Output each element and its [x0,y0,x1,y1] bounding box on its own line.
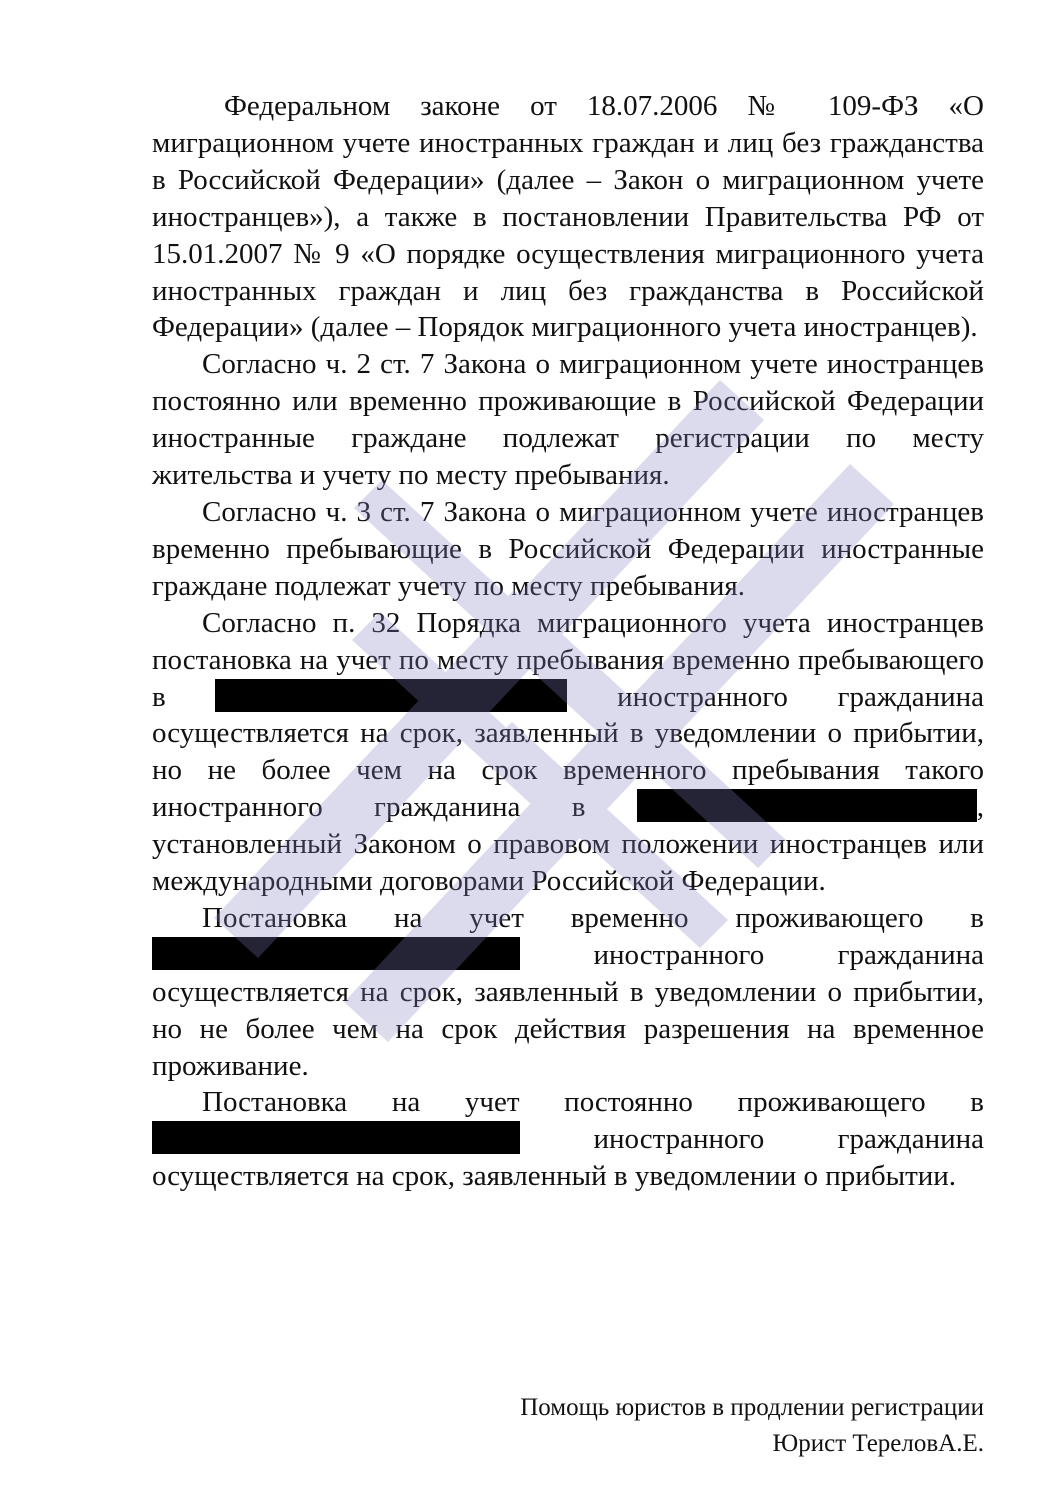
redaction-block [215,679,567,712]
paragraph-6 [152,1084,984,1195]
paragraph-3-text: Согласно ч. 3 ст. 7 Закона о миграционном учете иностранцев временно пребывающие в Российской Федерации иностранные граждане подлежат учету по месту пребывания. [152,495,984,602]
paragraph-3 [152,494,984,605]
paragraph-6-text-b: иностранного гражданина осуществляется на срок, заявленный в уведомлении о прибытии. [152,1123,984,1193]
paragraph-1-text: Федеральном законе от 18.07.2006 № 109-ФЗ «О миграционном учете иностранных граждан и лиц без гражданства в Российской Федерации» (далее – Закон о миграционном учете иностранцев»), а также в постановлении Правительства РФ от 15.01.2007 № 9 «О порядке осуществления миграционного учета иностранных граждан и лиц без гражданства в Российской Федерации» (далее – Порядок миграционного учета иностранцев). [152,90,984,344]
paragraph-2 [152,346,984,494]
paragraph-4-text-c: , установленный Законом о правовом положении иностранцев или международными договорами Российской Федерации. [152,791,984,898]
signature-line-1: Помощь юристов в продлении регистрации [520,1394,984,1421]
paragraph-4-text-b: иностранного гражданина осуществляется на срок, заявленный в уведомлении о прибытии, но не более чем на срок временного пребывания такого иностранного гражданина в [152,680,984,824]
paragraph-1 [152,88,984,346]
paragraph-6-text-a: Постановка на учет постоянно проживающего в [202,1086,984,1119]
paragraph-5-text-b: иностранного гражданина осуществляется на срок, заявленный в уведомлении о прибытии, но не более чем на срок действия разрешения на временное проживание. [152,938,984,1082]
signature-line-2: Юрист ТереловА.Е. [772,1430,984,1457]
redaction-block [152,1121,520,1154]
signature-block [520,1390,984,1462]
redaction-block [637,789,977,822]
paragraph-5 [152,900,984,1085]
paragraph-5-text-a: Постановка на учет временно проживающего в [202,901,984,934]
paragraph-2-text: Согласно ч. 2 ст. 7 Закона о миграционном учете иностранцев постоянно или временно проживающие в Российской Федерации иностранные граждане подлежат регистрации по месту жительства и учету по месту пребывания. [152,348,984,492]
document-body [152,88,984,1195]
redaction-block [152,937,520,970]
paragraph-4-text-a: Согласно п. 32 Порядка миграционного учета иностранцев постановка на учет по месту пребывания временно пребывающего в [152,606,984,713]
paragraph-4 [152,605,984,900]
